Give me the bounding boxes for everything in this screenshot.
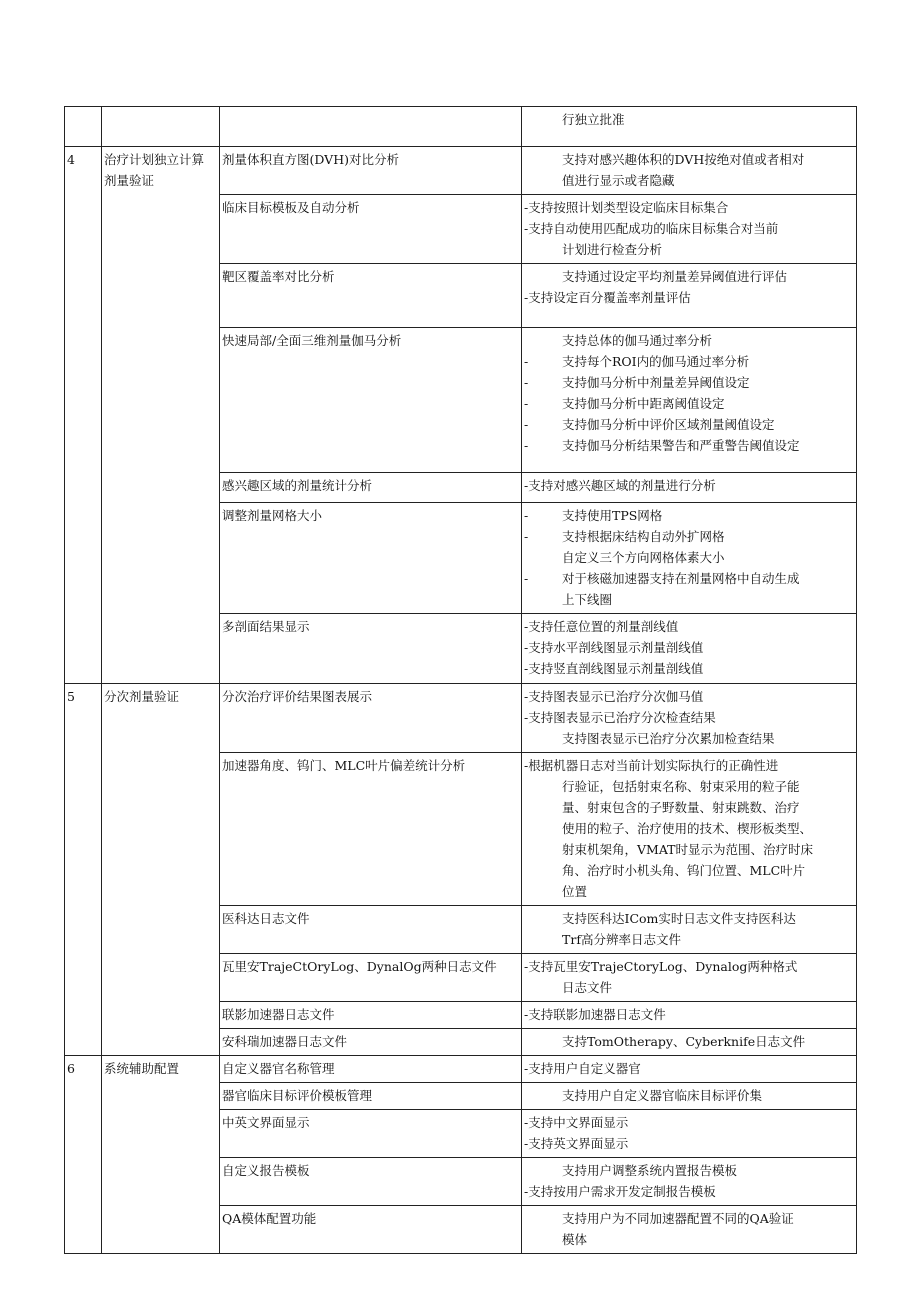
req-line: -支持中文界面显示 [524, 1115, 629, 1130]
requirement [522, 954, 857, 1002]
requirement: 支持总体的伽马通过率分析 - 支持每个ROI内的伽马通过率分析 - 支持伽马分析中剂量差异阈值设定 - 支持伽马分析中距离阈值设定 - 支持伽马分析中评价区域剂量阈值设定 - 支持伽马分析结果警告和严重警告阈值设定 [522, 328, 857, 473]
item-number: 6 [65, 1056, 102, 1254]
category [102, 107, 220, 147]
req-line: 支持伽马分析中剂量差异阈值设定 [562, 375, 750, 390]
req-line: 支持伽马分析中评价区域剂量阈值设定 [562, 417, 775, 432]
requirement [522, 1206, 857, 1254]
req-line: 支持伽马分析结果警告和严重警告阈值设定 [562, 438, 800, 453]
req-line: 支持根据床结构自动外扩网格 [562, 529, 725, 544]
req-line: 角、治疗时小机头角、钨门位置、MLC叶片 [562, 863, 806, 878]
table-row [65, 107, 857, 147]
req-line: 位置 [562, 884, 588, 899]
req-line: -支持图表显示已治疗分次检查结果 [524, 710, 716, 725]
req-line: 支持对感兴趣体积的DVH按绝对值或者相对 [562, 152, 805, 167]
requirement [522, 264, 857, 328]
req-line: 计划进行检查分析 [562, 242, 663, 257]
req-line: -支持联影加速器日志文件 [524, 1007, 666, 1022]
function: 自定义报告模板 [220, 1158, 522, 1206]
req-line: 支持伽马分析中距离阈值设定 [562, 396, 725, 411]
requirement [522, 195, 857, 264]
function: 多剖面结果显示 [220, 614, 522, 684]
requirement [522, 906, 857, 954]
req-line: -支持图表显示已治疗分次伽马值 [524, 689, 704, 704]
req-line: Trf高分辨率日志文件 [562, 932, 681, 947]
function: 快速局部/全面三维剂量伽马分析 [220, 328, 522, 473]
function: 感兴趣区域的剂量统计分析 [220, 473, 522, 503]
requirement: - 支持使用TPS网格 - 支持根据床结构自动外扩网格 自定义三个方向网格体素大小 - 对于核磁加速器支持在剂量网格中自动生成 上下线圈 [522, 503, 857, 614]
category: 分次剂量验证 [102, 684, 220, 1056]
function: 临床目标模板及自动分析 [220, 195, 522, 264]
category: 系统辅助配置 [102, 1056, 220, 1254]
function: 加速器角度、钨门、MLC叶片偏差统计分析 [220, 753, 522, 906]
function [220, 107, 522, 147]
category: 治疗计划独立计算剂量验证 [102, 147, 220, 684]
req-line: -支持按照计划类型设定临床目标集合 [524, 200, 729, 215]
req-line: 支持医科达ICom实时日志文件支持医科达 [562, 911, 796, 926]
table-row [65, 147, 857, 195]
req-line: 支持总体的伽马通过率分析 [562, 333, 713, 348]
req-line: -支持设定百分覆盖率剂量评估 [524, 290, 691, 305]
req-line: -支持任意位置的剂量剖线值 [524, 619, 679, 634]
req-line: -支持按用户需求开发定制报告模板 [524, 1184, 716, 1199]
req-line: 值进行显示或者隐藏 [562, 173, 675, 188]
req-line: -支持对感兴趣区域的剂量进行分析 [524, 478, 716, 493]
req-line: -支持英文界面显示 [524, 1136, 629, 1151]
req-line: -支持自动使用匹配成功的临床目标集合对当前 [524, 221, 779, 236]
item-number: 4 [65, 147, 102, 684]
req-line: -支持竖直剖线图显示剂量剖线值 [524, 661, 704, 676]
table-row [65, 1056, 857, 1083]
req-line: 使用的粒子、治疗使用的技术、楔形板类型、 [562, 821, 813, 836]
function: 中英文界面显示 [220, 1110, 522, 1158]
req-line: 行验证，包括射束名称、射束采用的粒子能 [562, 779, 800, 794]
function: 安科瑞加速器日志文件 [220, 1029, 522, 1056]
function: 靶区覆盖率对比分析 [220, 264, 522, 328]
req-line: 行独立批准 [562, 112, 625, 127]
req-line: 对于核磁加速器支持在剂量网格中自动生成 [562, 571, 800, 586]
req-line: 支持用户为不同加速器配置不同的QA验证 [562, 1211, 794, 1226]
table-row [65, 684, 857, 753]
req-line: -支持用户自定义器官 [524, 1061, 641, 1076]
function: 剂量体积直方图(DVH)对比分析 [220, 147, 522, 195]
req-line: 支持用户自定义器官临床目标评价集 [562, 1088, 763, 1103]
function: 医科达日志文件 [220, 906, 522, 954]
function: 联影加速器日志文件 [220, 1002, 522, 1029]
requirement [522, 684, 857, 753]
requirement [522, 147, 857, 195]
req-line: 支持图表显示已治疗分次累加检查结果 [562, 731, 775, 746]
req-line: -支持瓦里安TrajeCtoryLog、Dynalog两种格式 [524, 959, 798, 974]
function: QA模体配置功能 [220, 1206, 522, 1254]
requirement [522, 614, 857, 684]
req-line: 量、射束包含的子野数量、射束跳数、治疗 [562, 800, 800, 815]
requirement [522, 1110, 857, 1158]
function: 分次治疗评价结果图表展示 [220, 684, 522, 753]
requirement [522, 1158, 857, 1206]
requirement [522, 1002, 857, 1029]
requirement [522, 753, 857, 906]
req-line: 支持用户调整系统内置报告模板 [562, 1163, 738, 1178]
req-line: -支持水平剖线图显示剂量剖线值 [524, 640, 704, 655]
function: 自定义器官名称管理 [220, 1056, 522, 1083]
function: 瓦里安TrajeCtOryLog、DynalOg两种日志文件 [220, 954, 522, 1002]
req-line: 日志文件 [562, 980, 613, 995]
req-line: 支持TomOtherapy、Cyberknife日志文件 [562, 1034, 806, 1049]
requirement [522, 473, 857, 503]
req-line: -根据机器日志对当前计划实际执行的正确性进 [524, 758, 779, 773]
req-line: 支持使用TPS网格 [562, 508, 663, 523]
item-number: 5 [65, 684, 102, 1056]
item-number [65, 107, 102, 147]
function: 调整剂量网格大小 [220, 503, 522, 614]
req-line: 支持每个ROI内的伽马通过率分析 [562, 354, 750, 369]
req-line: 模体 [562, 1232, 588, 1247]
requirement [522, 1029, 857, 1056]
requirements-table [64, 106, 857, 1254]
req-line: 支持通过设定平均剂量差异阈值进行评估 [562, 269, 788, 284]
req-line: 自定义三个方向网格体素大小 [562, 550, 725, 565]
requirement [522, 107, 857, 147]
requirement [522, 1083, 857, 1110]
req-line: 射束机架角，VMAT时显示为范围、治疗时床 [562, 842, 814, 857]
req-line: 上下线圈 [562, 592, 613, 607]
function: 器官临床目标评价模板管理 [220, 1083, 522, 1110]
requirement [522, 1056, 857, 1083]
